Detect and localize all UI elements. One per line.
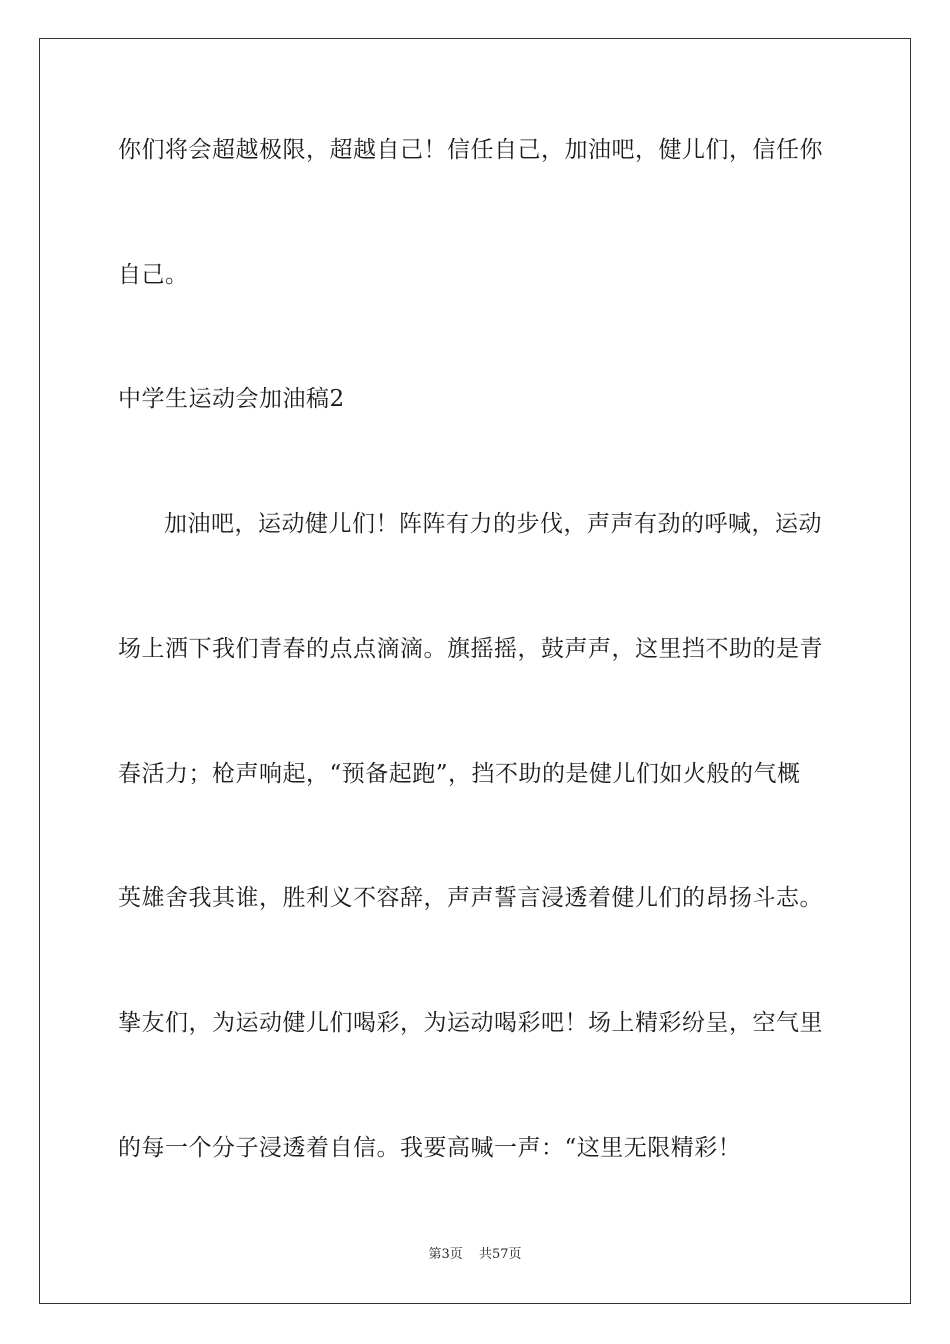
text-line-1: 你们将会超越极限，超越自己！信任自己，加油吧，健儿们，信任你 xyxy=(118,137,823,163)
text-line-4: 场上洒下我们青春的点点滴滴。旗摇摇，鼓声声，这里挡不助的是青 xyxy=(118,636,823,662)
text-line-2: 自己。 xyxy=(118,262,189,288)
page-number-total: 共57页 xyxy=(478,1247,522,1262)
text-line-5: 春活力；枪声响起，“预备起跑”，挡不助的是健儿们如火般的气概 xyxy=(118,761,801,787)
text-line-8: 的每一个分子浸透着自信。我要高喊一声：“这里无限精彩！ xyxy=(118,1135,742,1161)
page-footer xyxy=(0,1247,950,1263)
text-line-7: 挚友们，为运动健儿们喝彩，为运动喝彩吧！场上精彩纷呈，空气里 xyxy=(118,1010,823,1036)
page-border xyxy=(39,38,911,1304)
text-line-3: 加油吧，运动健儿们！阵阵有力的步伐，声声有劲的呼喊，运动 xyxy=(164,511,822,537)
text-line-6: 英雄舍我其谁，胜利义不容辞，声声誓言浸透着健儿们的昂扬斗志。 xyxy=(118,885,823,911)
page-number-current: 第3页 xyxy=(428,1247,463,1262)
section-heading: 中学生运动会加油稿2 xyxy=(118,386,345,412)
